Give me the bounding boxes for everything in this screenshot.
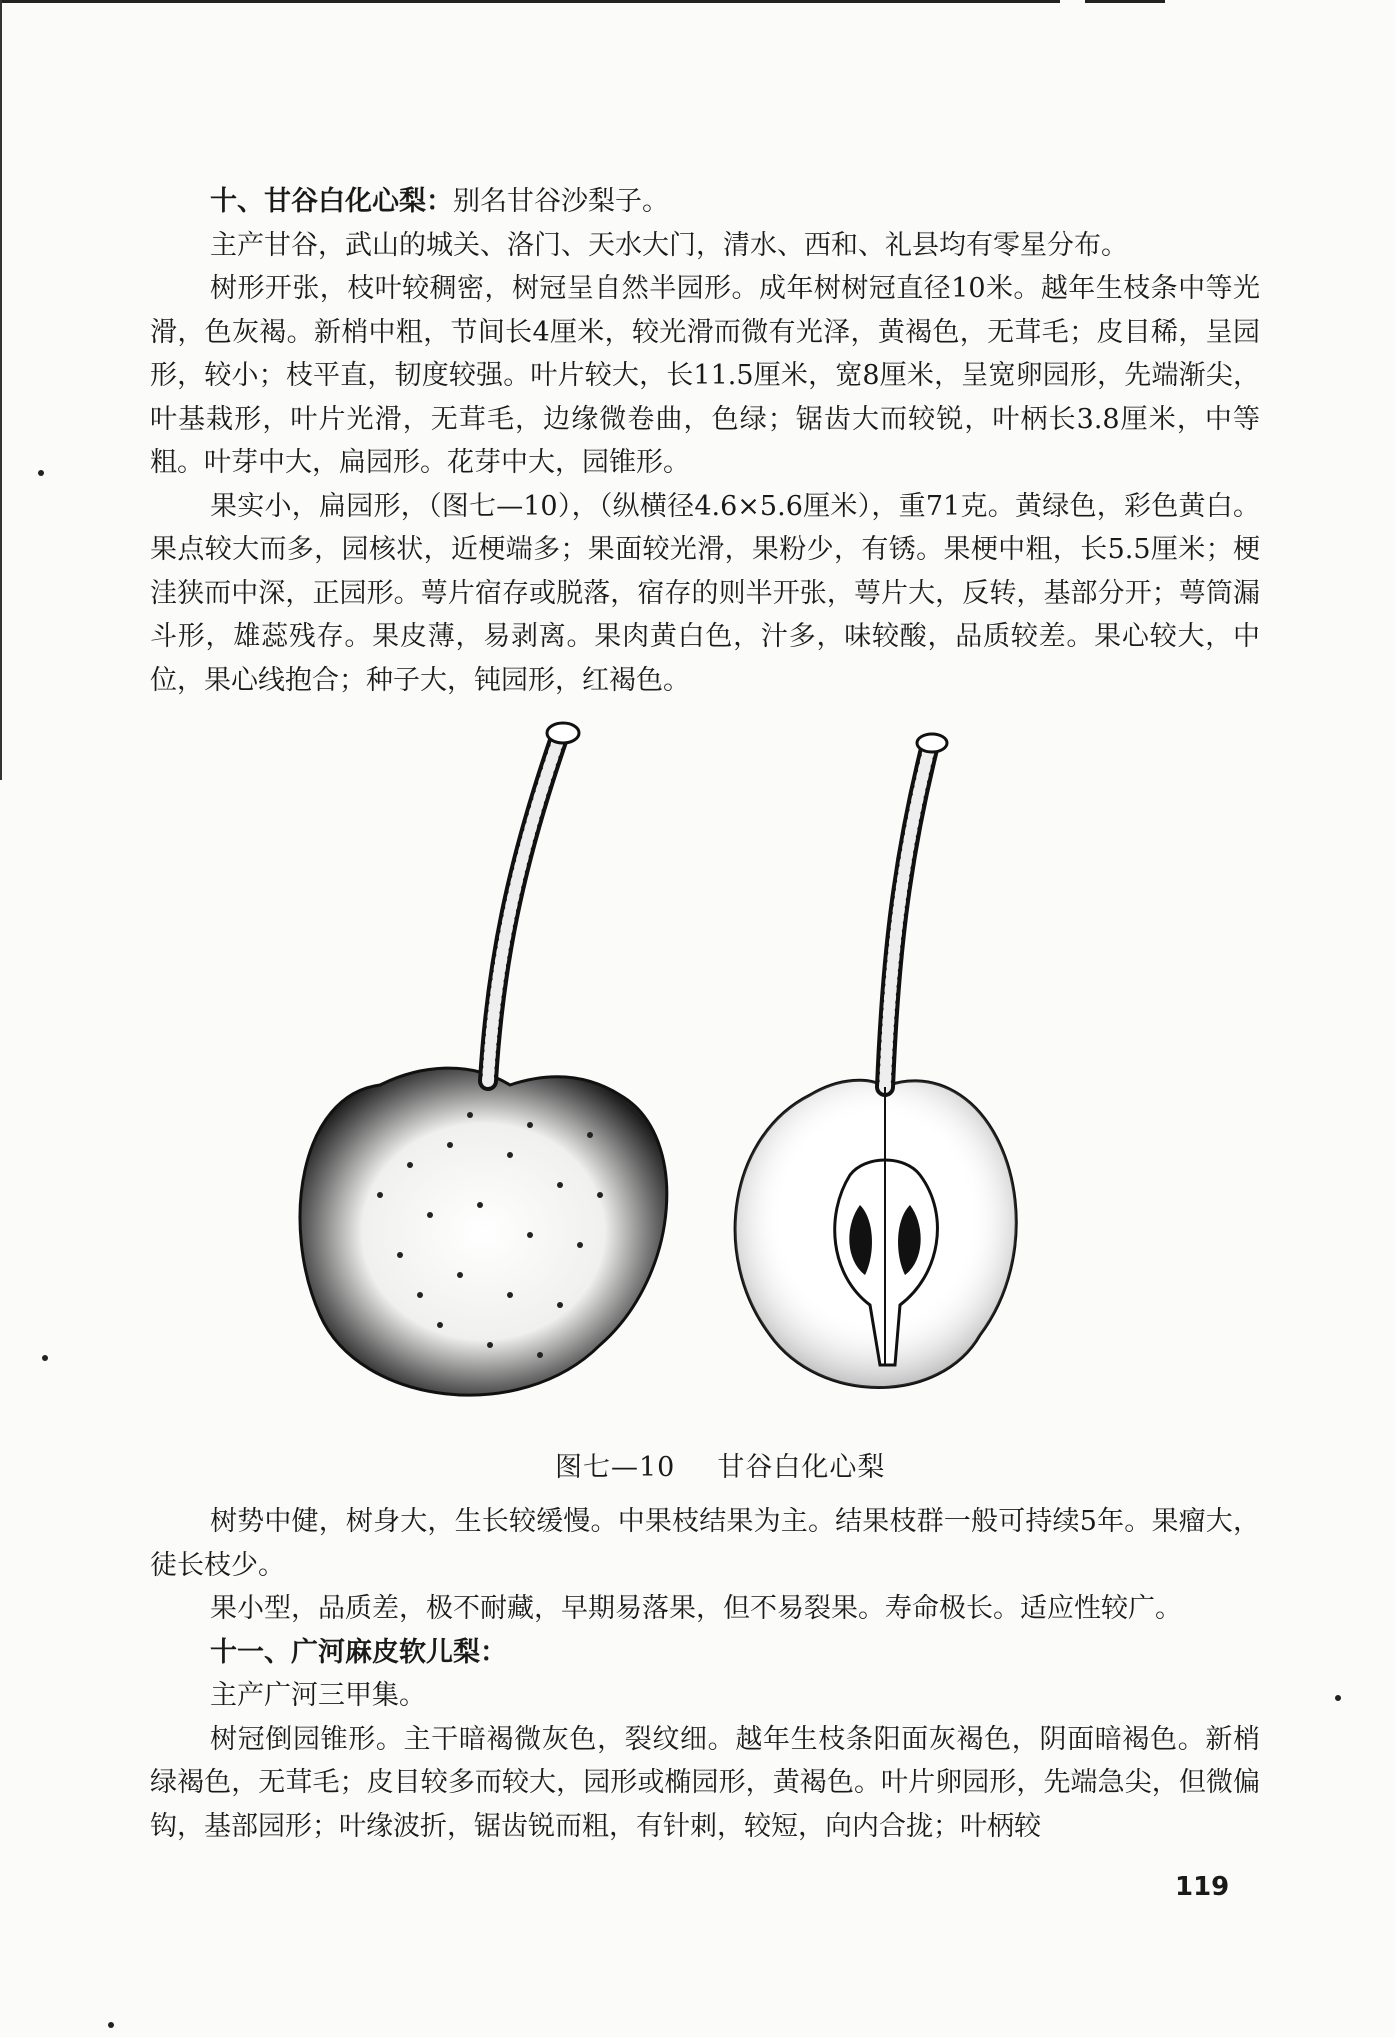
whole-pear-drawing [300,723,667,1395]
section-10-paragraph-summary: 果小型，品质差，极不耐藏，早期易落果，但不易裂果。寿命极长。适应性较广。 [210,1593,1182,1624]
text-block-bottom [150,1500,1260,1848]
section-11-paragraph-distribution: 主产广河三甲集。 [210,1680,426,1711]
figure-caption [555,1445,927,1484]
scan-speck [38,470,44,476]
text-block-top [150,180,1260,702]
scan-speck [1335,1695,1341,1701]
figure-title: 甘谷白化心梨 [717,1452,886,1483]
section-10-title: 十、甘谷白化心梨： [210,186,453,217]
section-11-paragraph-tree: 树冠倒园锥形。主干暗褐微灰色，裂纹细。越年生枝条阳面灰褐色，阴面暗褐色。新梢绿褐色，无茸毛；皮目较多而较大，园形或椭园形，黄褐色。叶片卵园形，先端急尖，但微偏钩，基部园形；叶缘波折，锯齿锐而粗，有针刺，较短，向内合拢；叶柄较 [150,1723,1260,1842]
section-10-paragraph-tree: 树形开张，枝叶较稠密，树冠呈自然半园形。成年树树冠直径10米。越年生枝条中等光滑，色灰褐。新梢中粗，节间长4厘米，较光滑而微有光泽，黄褐色，无茸毛；皮目稀，呈园形，较小；枝平直，韧度较强。叶片较大，长11.5厘米，宽8厘米，呈宽卵园形，先端渐尖，叶基栽形，叶片光滑，无茸毛，边缘微卷曲，色绿；锯齿大而较锐，叶柄长3.8厘米，中等粗。叶芽中大，扁园形。花芽中大，园锥形。 [150,273,1260,478]
figure-label: 图七—10 [555,1452,676,1483]
pear-illustration [260,715,1280,1435]
section-10-paragraph-growth: 树势中健，树身大，生长较缓慢。中果枝结果为主。结果枝群一般可持续5年。果瘤大，徒长枝少。 [150,1506,1260,1581]
top-border-line [0,0,1060,3]
section-11-heading: 十一、广河麻皮软儿梨： [210,1636,507,1668]
section-10-alias: 别名甘谷沙梨子。 [453,186,669,217]
scan-speck [108,2022,114,2028]
section-10-paragraph-fruit: 果实小，扁园形，（图七—10），（纵横径4.6×5.6厘米），重71克。黄绿色，彩色黄白。果点较大而多，园核状，近梗端多；果面较光滑，果粉少，有锈。果梗中粗，长5.5厘米；梗洼狭而中深，正园形。萼片宿存或脱落，宿存的则半开张，萼片大，反转，基部分开；萼筒漏斗形，雄蕊残存。果皮薄，易剥离。果肉黄白色，汁多，味较酸，品质较差。果心较大，中位，果心线抱合；种子大，钝园形，红褐色。 [150,490,1260,696]
top-border-line-right [1085,0,1165,3]
section-10-paragraph-distribution: 主产甘谷，武山的城关、洛门、天水大门，清水、西和、礼县均有零星分布。 [210,229,1128,261]
left-border-line [0,0,2,780]
sectioned-pear-drawing [735,734,1016,1388]
section-10-heading [150,180,1260,224]
scan-speck [42,1355,48,1361]
page-number: 119 [1175,1872,1230,1902]
